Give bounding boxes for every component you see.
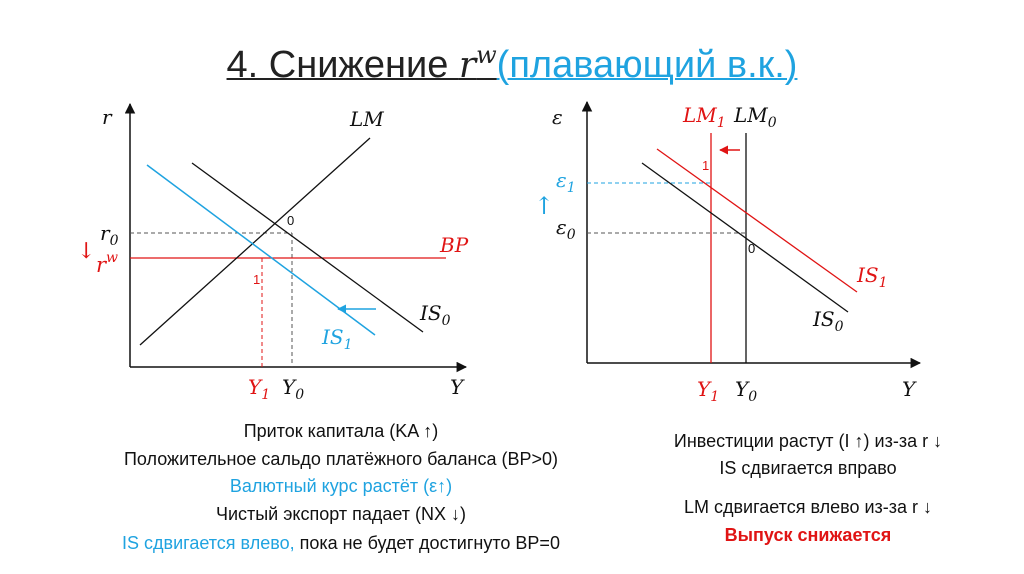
right-e0-label: $\varepsilon_0$: [556, 215, 576, 243]
left-down-arrow: ↓: [77, 239, 96, 264]
title-symbol: r: [458, 45, 477, 86]
right-graph: [534, 102, 920, 405]
title-superscript: w: [476, 41, 497, 69]
left-y1-label: $Y_1$: [248, 375, 271, 403]
right-x-axis-label: Y: [902, 377, 916, 401]
title-main: 4. Снижение $r^w$: [226, 41, 497, 86]
left-is1-label: $IS_1$: [322, 325, 353, 353]
right-y1-label: $Y_1$: [697, 377, 720, 405]
right-is1-label: $IS_1$: [857, 263, 888, 291]
left-text-line5: [36, 533, 646, 554]
left-bp-label: BP: [440, 233, 469, 257]
right-up-arrow: ↑: [534, 192, 555, 220]
right-point1-label: 1: [702, 158, 710, 173]
right-text-line3: LM сдвигается влево из-за r ↓: [683, 497, 933, 517]
left-text-line2: Положительное сальдо платёжного баланса (BP>0): [123, 449, 559, 469]
right-is1-line: [657, 149, 857, 292]
right-lm1-label: $LM_1$: [683, 103, 726, 131]
left-text-line3: Валютный курс растёт (ε↑): [229, 476, 453, 496]
right-e1-label: $\varepsilon_1$: [556, 168, 576, 196]
left-x-axis-label: Y: [450, 375, 464, 399]
left-text-line5-rest: пока не будет достигнуто BP=0: [294, 533, 560, 553]
left-is0-label: $IS_0$: [420, 301, 451, 329]
right-text-line1: Инвестиции растут (I ↑) из-за r ↓: [673, 431, 943, 451]
right-y0-label: $Y_0$: [735, 377, 758, 405]
right-lm0-label: $LM_0$: [734, 103, 777, 131]
left-is0-line: [192, 163, 423, 332]
left-point1-label: 1: [253, 272, 261, 287]
left-y0-label: $Y_0$: [282, 375, 305, 403]
right-point0-label: 0: [748, 241, 756, 256]
left-lm-label: LM: [350, 107, 384, 131]
left-point0-label: 0: [287, 213, 295, 228]
left-text-line5-cyan: IS сдвигается влево,: [122, 533, 295, 553]
right-text-line4: Выпуск снижается: [724, 525, 892, 545]
left-y-axis-label: r: [102, 105, 112, 129]
right-is0-label: $IS_0$: [813, 307, 844, 335]
right-y-axis-label: ε: [552, 105, 563, 129]
left-r0-label: $r_0$: [100, 221, 119, 249]
title-parenthetical: (плавающий в.к.): [496, 44, 798, 86]
right-text-line2: IS сдвигается вправо: [719, 458, 897, 478]
left-graph: [77, 104, 469, 403]
left-lm-line: [140, 138, 370, 345]
left-text-line1: Приток капитала (KA ↑): [243, 421, 439, 441]
left-rw-label: $r^w$: [96, 250, 119, 277]
left-text-line4: Чистый экспорт падает (NX ↓): [215, 504, 467, 524]
right-is0-line: [642, 163, 848, 312]
